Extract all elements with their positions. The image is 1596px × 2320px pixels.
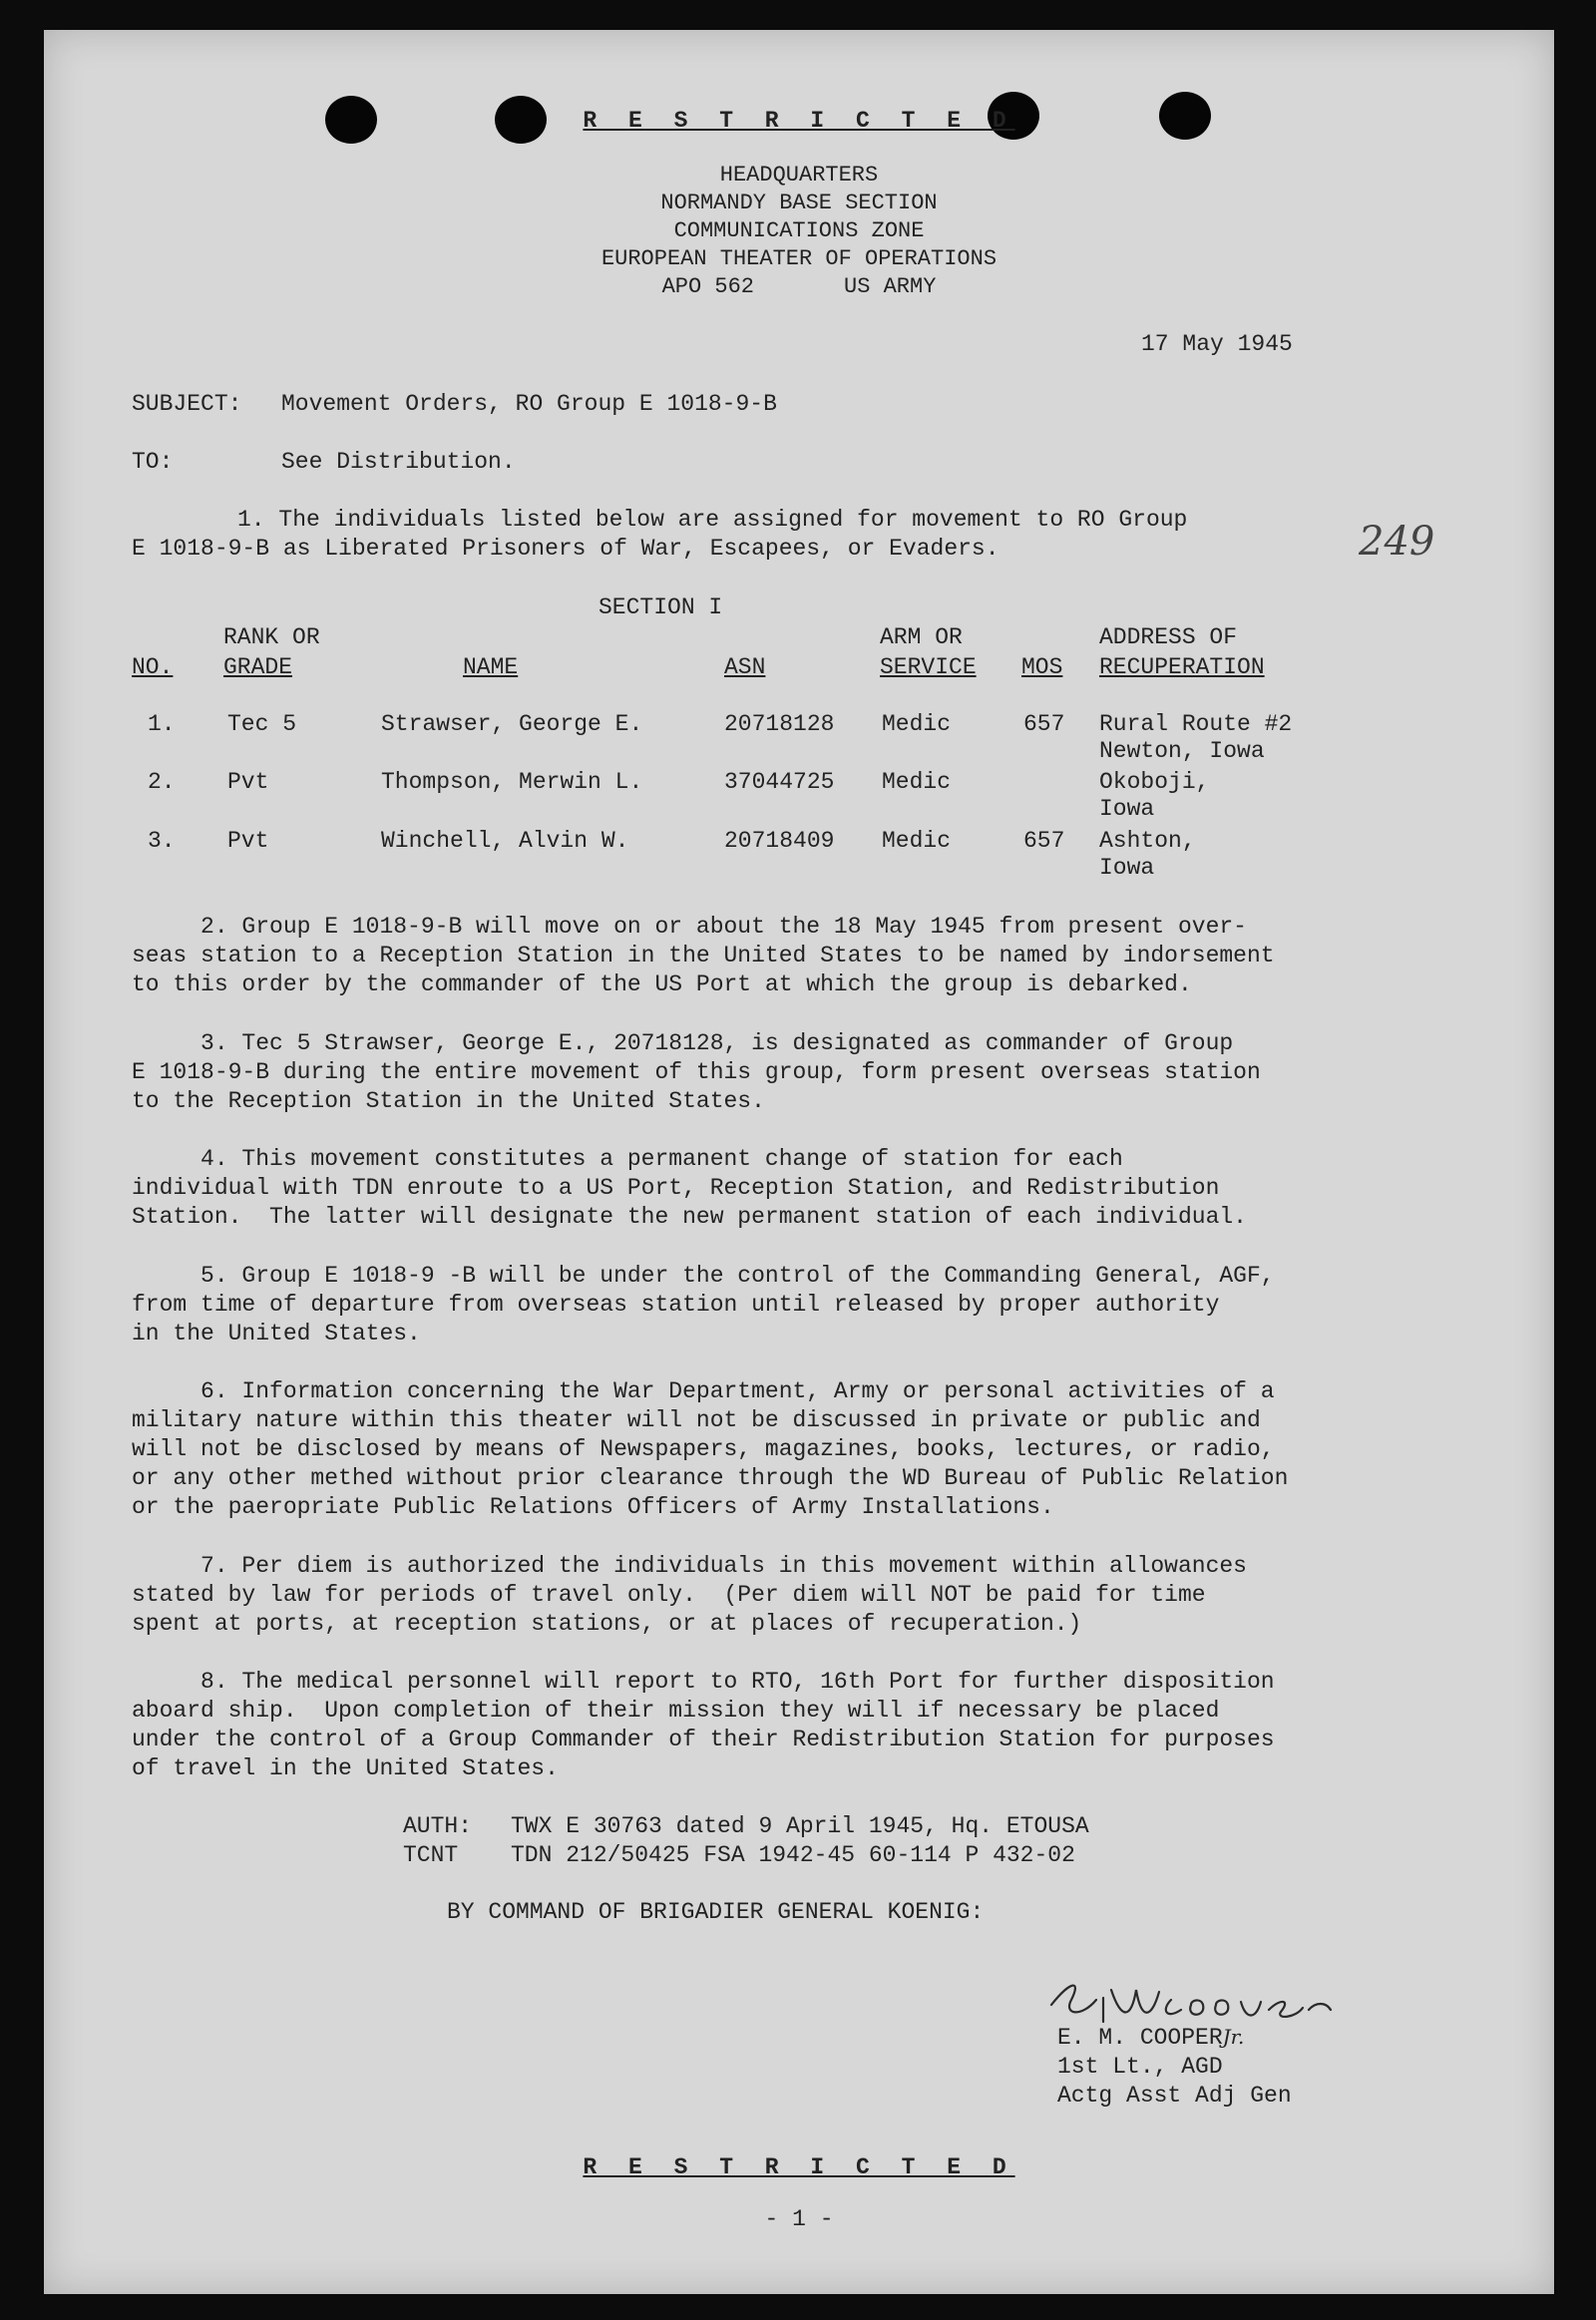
header-recuperation: RECUPERATION xyxy=(1099,654,1265,680)
signature-title: Actg Asst Adj Gen xyxy=(1057,2083,1292,2109)
row-service: Medic xyxy=(882,711,952,737)
row-rank: Pvt xyxy=(227,828,269,854)
subject-text: Movement Orders, RO Group E 1018-9-B xyxy=(281,391,777,417)
to-text: See Distribution. xyxy=(281,449,516,475)
row-service: Medic xyxy=(882,828,952,854)
row-address-line-1: Okoboji, xyxy=(1099,769,1210,795)
row-mos: 657 xyxy=(1023,828,1065,854)
tcnt-label: TCNT xyxy=(403,1842,459,1868)
command-line: BY COMMAND OF BRIGADIER GENERAL KOENIG: xyxy=(447,1899,985,1925)
header-no: NO. xyxy=(132,654,174,680)
paragraph-1-line-2: E 1018-9-B as Liberated Prisoners of War, Escapees, or Evaders. xyxy=(132,536,999,562)
auth-label: AUTH: xyxy=(403,1813,473,1839)
row-address-line-2: Newton, Iowa xyxy=(1099,738,1265,764)
to-label: TO: xyxy=(132,449,174,475)
classification-footer: R E S T R I C T E D xyxy=(583,2154,1015,2180)
row-asn: 20718409 xyxy=(724,828,835,854)
row-address-line-1: Ashton, xyxy=(1099,828,1196,854)
row-rank: Pvt xyxy=(227,769,269,795)
header-line: HEADQUARTERS xyxy=(719,163,879,188)
row-address-line-2: Iowa xyxy=(1099,796,1155,822)
header-name: NAME xyxy=(463,654,519,680)
row-name: Winchell, Alvin W. xyxy=(381,828,629,854)
paragraph-6: 6. Information concerning the War Department, Army or personal activities of a military nature within this theater will not be discussed in private or public and will not be disclosed by means of Newspapers, magazines, books, lectures, or radio, or any other methed without prior clearance through the WD Bureau of Public Relation or the paeropriate Public Relations Officers of Army Installations. xyxy=(132,1378,1289,1520)
signature-name: E. M. COOPERJr. xyxy=(1057,2025,1245,2051)
row-name: Strawser, George E. xyxy=(381,711,643,737)
header-mos: MOS xyxy=(1021,654,1063,680)
paragraph-3: 3. Tec 5 Strawser, George E., 20718128, is designated as commander of Group E 1018-9-B during the entire movement of this group, form present overseas station to the Reception Station in the United States. xyxy=(132,1030,1261,1114)
document-date: 17 May 1945 xyxy=(1141,331,1293,357)
row-address-line-1: Rural Route #2 xyxy=(1099,711,1293,737)
row-asn: 20718128 xyxy=(724,711,835,737)
row-no: 2. xyxy=(148,769,176,795)
header-arm-top: ARM OR xyxy=(880,624,963,650)
row-no: 1. xyxy=(148,711,176,737)
tcnt-text: TDN 212/50425 FSA 1942-45 60-114 P 432-02 xyxy=(511,1842,1075,1868)
paragraph-4: 4. This movement constitutes a permanent change of station for each individual with TDN enroute to a US Port, Reception Station, and Redistribution Station. The latter will designate the new permanent station of each individual. xyxy=(132,1146,1247,1230)
paragraph-1-line-1: 1. The individuals listed below are assigned for movement to RO Group xyxy=(237,507,1188,533)
paragraph-5: 5. Group E 1018-9 -B will be under the control of the Commanding General, AGF, from time of departure from overseas station until released by proper authority in the United States. xyxy=(132,1263,1275,1347)
row-address-line-2: Iowa xyxy=(1099,855,1155,881)
header-rank-top: RANK OR xyxy=(223,624,320,650)
document-page xyxy=(44,30,1554,2294)
header-service: SERVICE xyxy=(880,654,977,680)
signature-rank: 1st Lt., AGD xyxy=(1057,2054,1223,2080)
section-title: SECTION I xyxy=(598,594,723,620)
header-asn: ASN xyxy=(724,654,766,680)
row-rank: Tec 5 xyxy=(227,711,297,737)
auth-text: TWX E 30763 dated 9 April 1945, Hq. ETOUSA xyxy=(511,1813,1089,1839)
paragraph-8: 8. The medical personnel will report to RTO, 16th Port for further disposition aboard ship. Upon completion of their mission they will if necessary be placed under the control of a Group Commander of their Redistribution Station for purposes of travel in the United States. xyxy=(132,1669,1275,1781)
header-apo-line: APO 562 US ARMY xyxy=(661,274,937,299)
subject-label: SUBJECT: xyxy=(132,391,242,417)
header-address-top: ADDRESS OF xyxy=(1099,624,1238,650)
row-no: 3. xyxy=(148,828,176,854)
header-line: NORMANDY BASE SECTION xyxy=(660,191,938,215)
page-mark: 249 xyxy=(1359,519,1435,565)
headquarters-block xyxy=(44,162,1554,301)
paragraph-2: 2. Group E 1018-9-B will move on or about the 18 May 1945 from present over- seas station to a Reception Station in the United States to be named by indorsement to this order by the commander of the US Port at which the group is debarked. xyxy=(132,914,1275,997)
row-service: Medic xyxy=(882,769,952,795)
header-grade: GRADE xyxy=(223,654,293,680)
classification-header: R E S T R I C T E D xyxy=(583,108,1015,134)
header-line: EUROPEAN THEATER OF OPERATIONS xyxy=(600,246,998,271)
row-name: Thompson, Merwin L. xyxy=(381,769,643,795)
header-line: COMMUNICATIONS ZONE xyxy=(673,218,925,243)
paragraph-7: 7. Per diem is authorized the individuals in this movement within allowances stated by law for periods of travel only. (Per diem will NOT be paid for time spent at ports, at reception stations, or at places of recuperation.) xyxy=(132,1553,1247,1637)
row-mos: 657 xyxy=(1023,711,1065,737)
page-number: - 1 - xyxy=(764,2206,834,2232)
row-asn: 37044725 xyxy=(724,769,835,795)
